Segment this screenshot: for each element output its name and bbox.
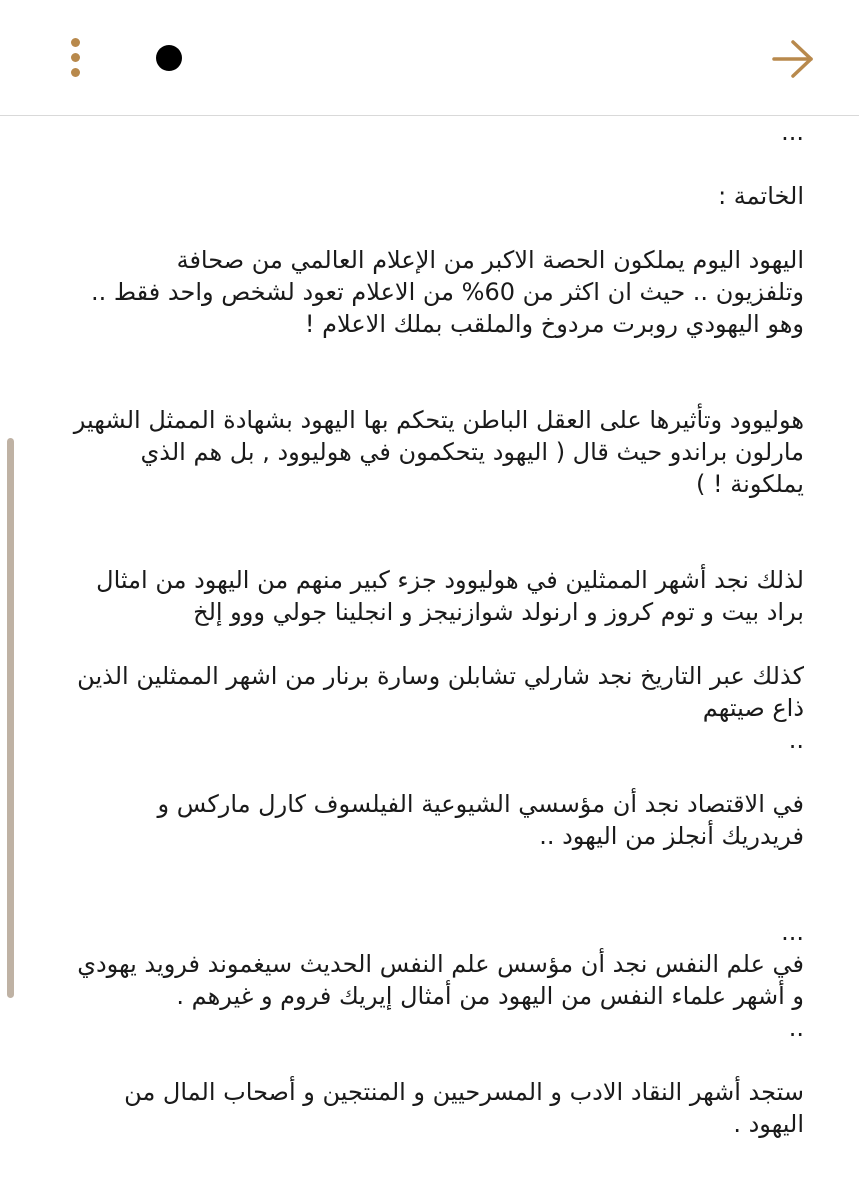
note-text-line: مارلون براندو حيث قال ( اليهود يتحكمون في هوليوود , بل هم الذي [140,438,804,466]
note-text-line: كذلك عبر التاريخ نجد شارلي تشابلن وسارة برنار من اشهر الممثلين الذين [77,662,804,690]
note-text-line: ذاع صيتهم [702,694,804,722]
recording-indicator-icon [156,45,182,71]
note-text-line: فريدريك أنجلز من اليهود .. [539,822,804,850]
blank-line [60,852,804,884]
note-text-line: .. [788,726,804,754]
blank-line [60,756,804,788]
note-text-line: في علم النفس نجد أن مؤسس علم النفس الحديث سيغموند فرويد يهودي [77,950,804,978]
note-text-line: وتلفزيون .. حيث ان اكثر من 60% من الاعلام تعود لشخص واحد فقط .. [90,278,804,306]
note-text-line: لذلك نجد أشهر الممثلين في هوليوود جزء كبير منهم من اليهود من امثال [96,566,804,594]
scrollbar-thumb[interactable] [7,438,14,998]
note-text-line: وهو اليهودي روبرت مردوخ والملقب بملك الاعلام ! [304,310,804,338]
note-text-line: ... [781,118,804,146]
blank-line [60,148,804,180]
arrow-right-icon[interactable] [768,36,818,82]
note-text-line: هوليوود وتأثيرها على العقل الباطن يتحكم بها اليهود بشهادة الممثل الشهير [73,406,804,434]
blank-line [60,340,804,372]
menu-dot [71,38,80,47]
blank-line [60,1044,804,1076]
note-text-line: يملكونة ! ) [696,470,804,498]
note-text-line: اليهود اليوم يملكون الحصة الاكبر من الإعلام العالمي من صحافة [176,246,804,274]
menu-dot [71,68,80,77]
note-text-line: في الاقتصاد نجد أن مؤسسي الشيوعية الفيلسوف كارل ماركس و [157,790,804,818]
note-text-line: .. [788,1014,804,1042]
overflow-menu-icon[interactable] [60,36,92,80]
blank-line [60,628,804,660]
blank-line [60,212,804,244]
note-text-line: براد بيت و توم كروز و ارنولد شوازنيجز و انجلينا جولي ووو إلخ [193,598,804,626]
menu-dot [71,53,80,62]
arrow-right-icon-graphic [768,36,818,82]
note-body [60,116,804,1200]
note-text-line: اليهود . [733,1110,804,1138]
note-text-line: و أشهر علماء النفس من اليهود من أمثال إيريك فروم و غيرهم . [176,982,804,1010]
blank-line [60,500,804,532]
top-app-bar [0,0,859,116]
note-text-line: ستجد أشهر النقاد الادب و المسرحيين و المنتجين و أصحاب المال من [124,1078,804,1106]
note-text-line: ... [781,918,804,946]
note-text-line: الخاتمة : [718,182,804,210]
blank-line [60,372,804,404]
blank-line [60,884,804,916]
blank-line [60,532,804,564]
